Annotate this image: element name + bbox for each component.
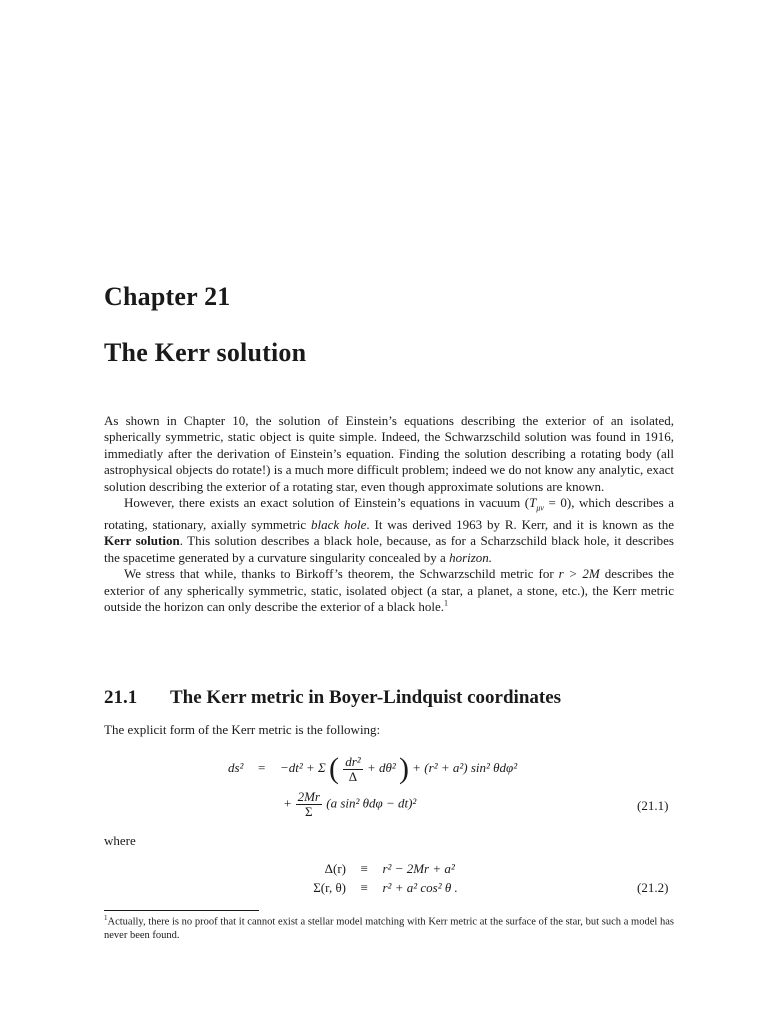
p3-text-b: describes the exterior of any spherically symmetric, static, isolated object (a star, a planet, a stone, etc.), the Kerr metric outside the horizon can only describe the exterior of a black hole. bbox=[104, 566, 674, 615]
eq1-term1: −dt² + Σ bbox=[279, 759, 326, 775]
eq1-close-paren: ) bbox=[399, 752, 410, 785]
eq1-open-paren: ( bbox=[329, 752, 339, 785]
eq1-term3: + (r² + a²) sin² θdφ² bbox=[412, 759, 518, 775]
chapter-title: The Kerr solution bbox=[104, 338, 307, 367]
footnote-mark: 1 bbox=[104, 914, 108, 922]
eq2-lhs1: Δ(r) bbox=[324, 861, 346, 876]
footnote-text: Actually, there is no proof that it cannot exist a stellar model matching with Kerr metric at the surface of the star, but such a model has never been found. bbox=[104, 916, 674, 941]
eq2-lhs2: Σ(r, θ) bbox=[313, 880, 346, 895]
footnote-rule bbox=[104, 910, 259, 911]
eq1-line1 bbox=[228, 754, 517, 784]
eq1-f1-den: Δ bbox=[348, 768, 358, 784]
horizon-term: horizon. bbox=[449, 549, 493, 565]
chapter-label: Chapter 21 bbox=[104, 282, 231, 311]
section-title: The Kerr metric in Boyer-Lindquist coordinates bbox=[170, 687, 562, 708]
eq2-rhs2: r² + a² cos² θ . bbox=[382, 880, 458, 895]
body-text bbox=[104, 413, 674, 615]
eq2-rel2: ≡ bbox=[360, 880, 368, 895]
eq1-number: (21.1) bbox=[637, 798, 669, 813]
p3-math: r > 2M bbox=[558, 566, 600, 582]
tmunu-symbol: $T_{\mu\nu}$ bbox=[529, 495, 544, 513]
p3-text-a: We stress that while, thanks to Birkoff’s theorem, the Schwarzschild metric for bbox=[124, 566, 559, 582]
p2-text-d: . This solution describes a black hole, because, as for a Scharzschild black hole, it describes the spacetime generated by a curvature singularity concealed by a bbox=[104, 533, 674, 565]
paragraph-1: As shown in Chapter 10, the solution of Einstein’s equations describing the exterior of an isolated, spherically symmetric, static object is quite simple. Indeed, the Schwarzschild solution was found in 1916, immediatly after the derivation of Einstein’s equation. Finding the solution describing a rotating body (all astrophysical objects do rotate!) is a much more difficult problem; indeed we do not know any analytic, exact solution describing the exterior of a rotating star, even though approximate solutions are known. bbox=[104, 413, 674, 494]
footnote-marker: 1 bbox=[444, 598, 449, 608]
footnote bbox=[104, 912, 674, 943]
section-heading bbox=[104, 687, 561, 709]
eq1-fraction-1 bbox=[343, 755, 362, 784]
eq1-f2-num: 2Mr bbox=[297, 789, 320, 804]
eq1-plus: + bbox=[284, 795, 292, 811]
eq1-f2-den: Σ bbox=[305, 804, 313, 819]
eq1-term2: + dθ² bbox=[366, 759, 396, 775]
eq2-rhs1: r² − 2Mr + a² bbox=[382, 861, 455, 876]
black-hole-term: black hole bbox=[311, 517, 367, 533]
kerr-solution-term: Kerr solution bbox=[104, 533, 180, 549]
eq2-line2 bbox=[240, 880, 640, 896]
paragraph-2 bbox=[104, 495, 674, 566]
p2-text-c: . It was derived 1963 by R. Kerr, and it is known as the bbox=[366, 517, 675, 533]
eq1-lhs: ds² bbox=[228, 759, 244, 775]
eq2-number: (21.2) bbox=[637, 880, 669, 895]
eq1-f1-num: dr² bbox=[345, 753, 361, 769]
paragraph-3 bbox=[104, 566, 674, 615]
section-number: 21.1 bbox=[104, 687, 138, 708]
p2-text-a: However, there exists an exact solution of Einstein’s equations in vacuum ( bbox=[124, 495, 530, 511]
eq2-rel1: ≡ bbox=[360, 861, 368, 876]
where-text: where bbox=[104, 833, 136, 848]
eq1-rel: = bbox=[258, 759, 266, 775]
eq2-line1 bbox=[240, 861, 640, 877]
p2-text-b: = 0), which describes a rotating, stationary, axially symmetric bbox=[104, 495, 675, 533]
eq1-fraction-2 bbox=[296, 790, 322, 819]
explicit-form-text: The explicit form of the Kerr metric is the following: bbox=[104, 722, 381, 737]
eq1-term4: (a sin² θdφ − dt)² bbox=[326, 795, 417, 811]
eq1-line2 bbox=[284, 790, 416, 819]
